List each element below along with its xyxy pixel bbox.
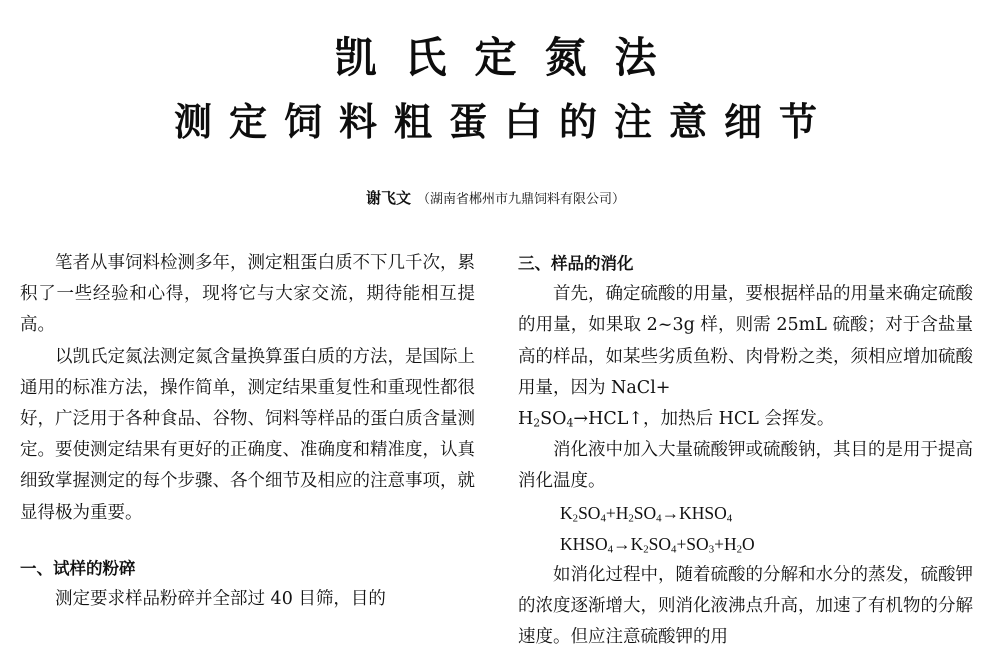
method-paragraph: 以凯氏定氮法测定氮含量换算蛋白质的方法，是国际上通用的标准方法，操作简单，测定结果重复性和重现性都很好，广泛用于各种食品、谷物、饲料等样品的蛋白质含量测定。要使测定结果有更好的正确度、准确度和精准度，认真细致掌握测定的每个步骤、各个细节及相应的注意事项，就显得极为重要。 [20, 346, 475, 523]
section-heading-digestion: 三、样品的消化 [518, 254, 634, 273]
right-column [518, 248, 973, 654]
grinding-paragraph: 测定要求样品粉碎并全部过 40 目筛，目的 [55, 589, 386, 610]
boiling-point-paragraph: 如消化过程中，随着硫酸的分解和水分的蒸发，硫酸钾的浓度逐渐增大，则消化液沸点升高，加速了有机物的分解速度。但应注意硫酸钾的用 [518, 565, 973, 648]
hcl-reaction-text: →HCL↑，加热后 HCL 会挥发。 [573, 409, 835, 430]
author-name: 谢飞文 [365, 189, 411, 207]
author-affiliation: （湖南省郴州市九鼎饲料有限公司） [417, 192, 626, 207]
article-title-line2: 测定饲料粗蛋白的注意细节 [173, 100, 834, 144]
section-heading-sample-grinding: 一、试样的粉碎 [20, 558, 136, 578]
reaction-equation-2: $KHSO_4\to K_2SO_4+SO_3+H_2O$ [560, 533, 755, 556]
potassium-sulfate-paragraph: 消化液中加入大量硫酸钾或硫酸钠，其目的是用于提高消化温度。 [518, 440, 973, 492]
sulfuric-acid-text: 首先，确定硫酸的用量，要根据样品的用量来确定硫酸的用量，如果取 2~3g 样，则需 25mL 硫酸；对于含盐量高的样品，如某些劣质鱼粉、肉骨粉之类，须相应增加硫酸用量，因为 NaCl+ [518, 284, 973, 398]
reaction-equation-1: $K_2SO_4+H_2SO_4\to KHSO_4$ [560, 502, 733, 525]
byline [0, 187, 991, 208]
intro-paragraph: 笔者从事饲料检测多年，测定粗蛋白质不下几千次，累积了一些经验和心得，现将它与大家交流，期待能相互提高。 [20, 253, 475, 336]
sulfuric-acid-paragraph: 首先，确定硫酸的用量，要根据样品的用量来确定硫酸的用量，如果取 2~3g 样，则需 25mL 硫酸；对于含盐量高的样品，如某些劣质鱼粉、肉骨粉之类，须相应增加硫酸用量，因为 NaCl+ $H_2SO_4\to HCL↑$，加热后 HCL 会挥发。 [518, 284, 973, 430]
left-column [20, 248, 475, 615]
article-title-line1: 凯氏定氮法 [334, 33, 685, 82]
